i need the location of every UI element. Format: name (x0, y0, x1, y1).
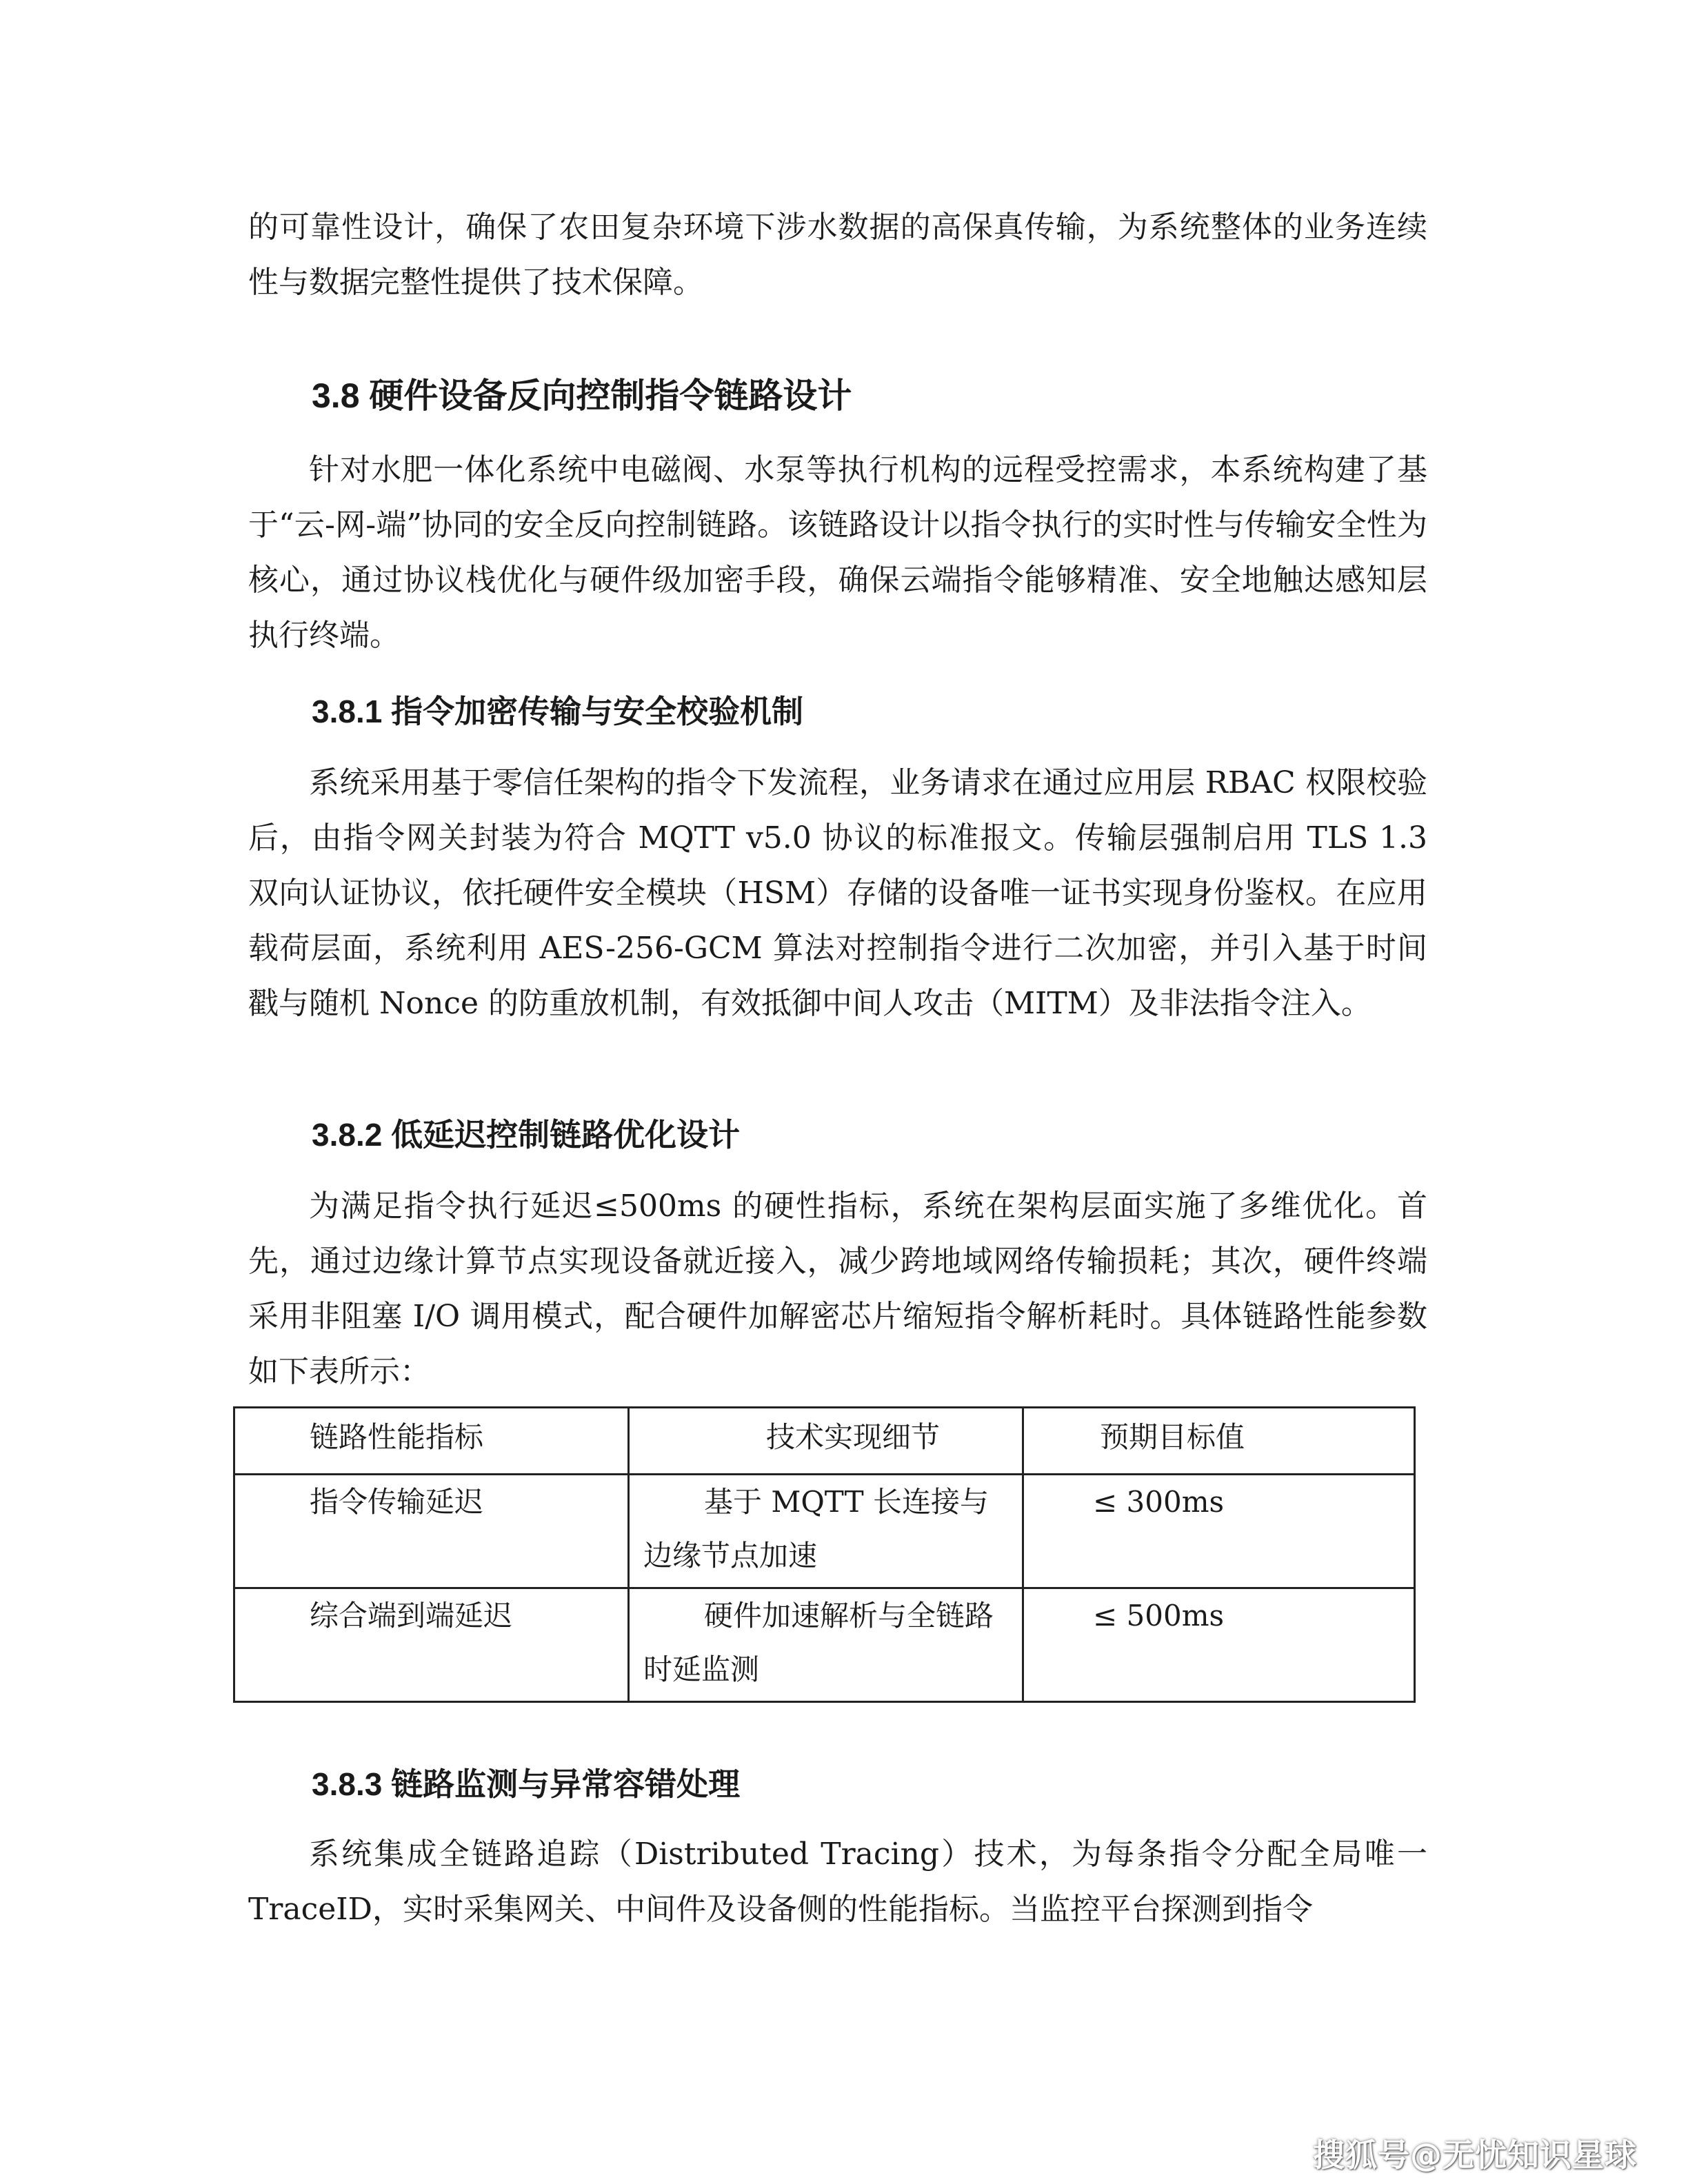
table-cell: 综合端到端延迟 (234, 1588, 629, 1702)
section-heading-3-8-2: 3.8.2 低延迟控制链路优化设计 (312, 1117, 741, 1153)
table-header-cell: 预期目标值 (1023, 1408, 1415, 1475)
table-header-row (234, 1408, 1415, 1475)
table-cell: ≤ 300ms (1023, 1475, 1415, 1588)
section-heading-3-8-3: 3.8.3 链路监测与异常容错处理 (312, 1766, 741, 1802)
table-cell: ≤ 500ms (1023, 1588, 1415, 1702)
section-3-8-2-body: 为满足指令执行延迟≤500ms 的硬性指标，系统在架构层面实施了多维优化。首先，通过边缘计算节点实现设备就近接入，减少跨地域网络传输损耗；其次，硬件终端采用非阻塞 I/O 调用模式，配合硬件加解密芯片缩短指令解析耗时。具体链路性能参数如下表所示： (248, 1189, 1427, 1389)
table-row (234, 1475, 1415, 1588)
section-heading-3-8: 3.8 硬件设备反向控制指令链路设计 (312, 376, 852, 415)
section-3-8-body: 针对水肥一体化系统中电磁阀、水泵等执行机构的远程受控需求，本系统构建了基于“云-网-端”协同的安全反向控制链路。该链路设计以指令执行的实时性与传输安全性为核心，通过协议栈优化与硬件级加密手段，确保云端指令能够精准、安全地触达感知层执行终端。 (248, 452, 1427, 653)
table-header-cell: 技术实现细节 (629, 1408, 1023, 1475)
performance-table (233, 1406, 1416, 1703)
intro-paragraph: 的可靠性设计，确保了农田复杂环境下涉水数据的高保真传输，为系统整体的业务连续性与数据完整性提供了技术保障。 (248, 210, 1427, 300)
table-row (234, 1588, 1415, 1702)
table-cell: 基于 MQTT 长连接与边缘节点加速 (629, 1475, 1023, 1588)
section-3-8-1-body: 系统采用基于零信任架构的指令下发流程，业务请求在通过应用层 RBAC 权限校验后，由指令网关封装为符合 MQTT v5.0 协议的标准报文。传输层强制启用 TLS 1.3 双向认证协议，依托硬件安全模块（HSM）存储的设备唯一证书实现身份鉴权。在应用载荷层面，系统利用 AES-256-GCM 算法对控制指令进行二次加密，并引入基于时间戳与随机 Nonce 的防重放机制，有效抵御中间人攻击（MITM）及非法指令注入。 (248, 765, 1427, 1021)
watermark-text: 搜狐号@无忧知识星球 (1313, 2136, 1637, 2174)
section-heading-3-8-1: 3.8.1 指令加密传输与安全校验机制 (312, 694, 804, 729)
table-cell: 硬件加速解析与全链路时延监测 (629, 1588, 1023, 1702)
section-3-8-3-body: 系统集成全链路追踪（Distributed Tracing）技术，为每条指令分配全局唯一 TraceID，实时采集网关、中间件及设备侧的性能指标。当监控平台探测到指令 (248, 1837, 1427, 1927)
table-header-cell: 链路性能指标 (234, 1408, 629, 1475)
table-cell: 指令传输延迟 (234, 1475, 629, 1588)
